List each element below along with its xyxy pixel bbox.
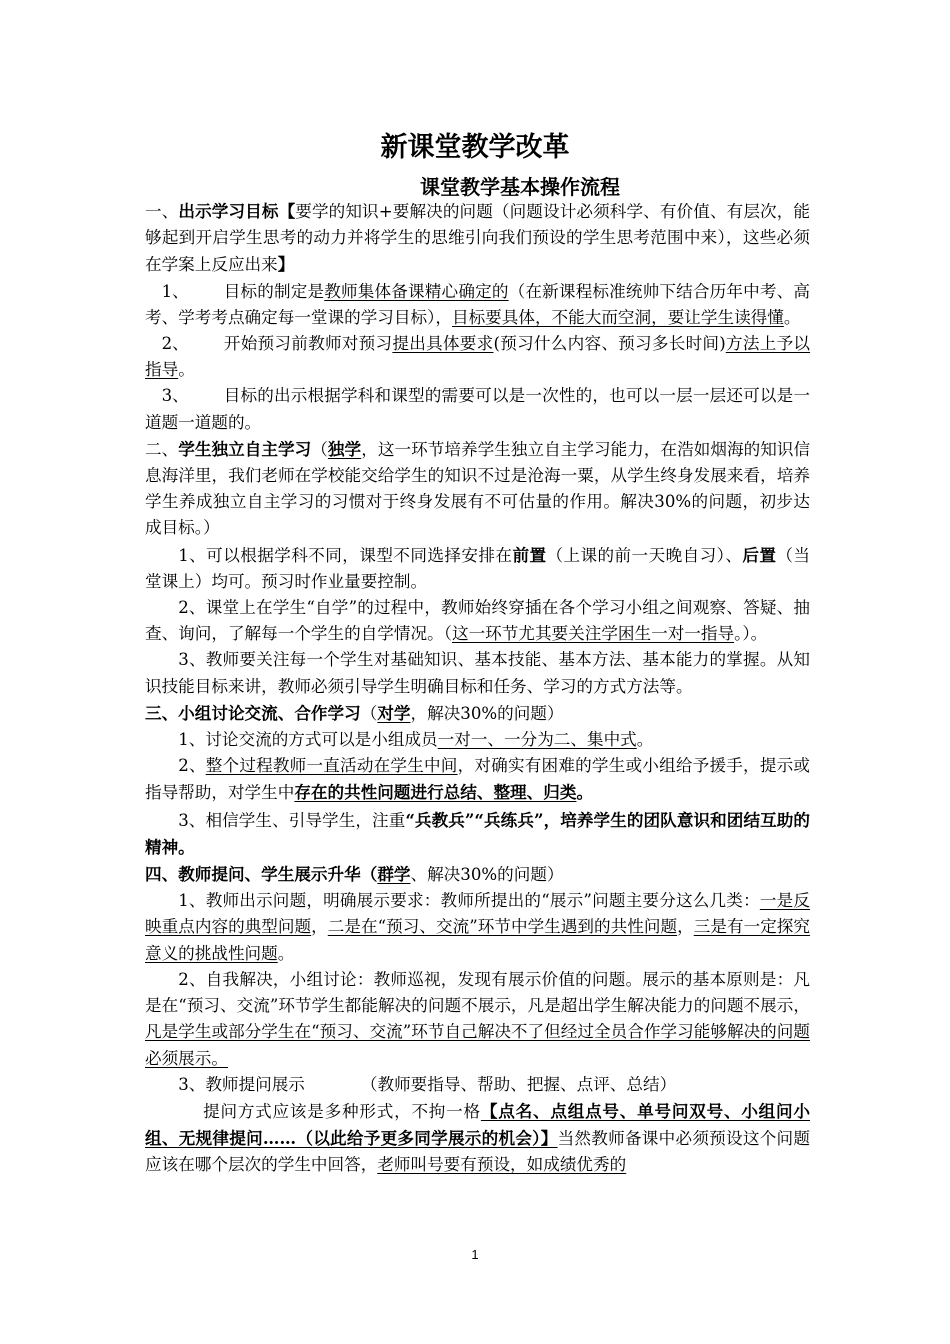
section-2-heading: 学生独立自主学习 [178,438,312,459]
section-1-item-1 [145,279,810,331]
section-1-item-2-underline-1: 提出具体要求 [392,334,494,354]
section-2-item-1-bold-2: 后置 [742,544,777,565]
document-body [145,198,810,1179]
section-4-item-2 [145,967,810,1072]
section-1-item-2 [145,331,810,383]
section-1-item-3-text: 目标的出示根据学科和课型的需要可以是一次性的，也可以一层一层还可以是一道题一道题的。 [145,386,810,432]
section-2-key: 独学 [327,438,362,459]
section-3-item-1-text-b: 。 [636,730,654,750]
section-1-bracket-close: 】 [277,254,295,275]
section-3-item-1-underline: 一对一、一分为二、集中式 [437,730,637,750]
section-1-item-1-text-c: 。 [783,307,801,327]
section-4-item-3-text-a: 3、教师提问展示 [178,1074,305,1094]
section-3-open: （ [360,703,378,723]
section-1-item-1-text-a: 目标的制定是 [223,281,325,301]
section-4-item-1-sep-2: ， [677,917,694,937]
section-4-item-3-text-b: （教师要指导、帮助、把握、点评、总结） [360,1074,677,1094]
section-1-bracket-open: 【 [278,201,296,221]
section-1-item-3-number: 3、 [161,386,189,406]
section-2-open: （ [311,439,328,459]
section-3-heading-paragraph [145,700,810,727]
section-1-item-1-underline-1: 教师集体备课精心确定的 [324,281,509,301]
section-2-item-1-text-b: （上课的前一天晚自习）、 [546,545,743,565]
section-4-item-4-underline: 老师叫号要有预设，如成绩优秀的 [377,1155,627,1175]
section-3-key: 对学 [377,702,411,723]
section-2-text: ，这一环节培养学生独立自主学习能力，在浩如烟海的知识信息海洋里，我们老师在学校能交给学生的知识不过是沧海一粟，从学生终身发展来看，培养学生养成独立自主学习的习惯对于终身发展有不可估量的作用。解决30%的问题，初步达成目标。） [145,439,811,538]
section-3-item-1 [145,727,810,753]
section-1-item-1-number: 1、 [161,281,189,301]
section-2-item-1-text-a: 1、可以根据学科不同，课型不同选择安排在 [178,545,513,565]
section-4-item-1-underline-3: 三是有一定探究意义的挑战性问题 [145,917,811,963]
section-3-item-2-text-b: ，对确实有困难的学生或小组给予援手，提示或指导帮助，对学生中 [145,756,810,803]
section-1-text: 要学的知识+要解决的问题（问题设计必须科学、有价值、有层次，能够起到开启学生思考的动力并将学生的思维引向我们预设的学生思考范围中来），这些必须在学案上反应出来 [145,202,811,275]
section-1-item-2-underline-2: 方法上予以指导 [145,334,811,380]
section-4-item-1-sep-1: ， [311,917,328,937]
section-4-item-4-text-c: 当然教师备课中必须预设这个问题应该在哪个层次的学生中回答， [145,1129,811,1175]
section-1-item-2-text-b: (预习什么内容、预习多长时间) [493,334,726,354]
section-3-item-2 [145,753,810,806]
section-2-prefix: 二、 [145,439,179,459]
section-3-rest: ，解决30%的问题） [410,703,564,723]
section-4-item-3 [145,1072,810,1098]
section-4-item-1-text-b: 。 [277,943,295,963]
section-2-item-1 [145,542,810,595]
section-2-item-2-text-a: 2、课堂上在学生“自学”的过程中，教师始终穿插在各个学习小组之间观察、答疑、抽查、询问，了解每一个学生的自学情况。（ [145,598,810,644]
section-1-item-2-text-c: 。 [178,360,195,380]
document-subtitle: 课堂教学基本操作流程 [420,175,620,199]
section-4-item-1-text-a: 1、教师出示问题，明确展示要求：教师所提出的“展示”问题主要分这么几类： [178,891,760,911]
section-1-item-1-text-b: （在新课程标准统帅下结合历年中考、高考、学考考点确定每一堂课的学习目标）， [145,281,811,327]
section-4-item-4 [145,1098,810,1179]
section-1-item-2-text-a: 开始预习前教师对预习 [223,334,393,354]
section-3-item-2-underline-1: 整个过程教师一直活动在学生中间 [205,756,458,776]
section-4-item-1-underline-2: 二是在“预习、交流”环节中学生遇到的共性问题 [327,917,678,937]
section-3-item-2-underline-2: 存在的共性问题进行总结、整理、归类 [294,782,577,803]
section-2-item-2 [145,595,810,647]
section-1-item-3 [145,383,810,435]
section-2-item-2-text-b: 。）。 [734,624,768,644]
section-4-item-1-underline-1: 一是反映重点内容的典型问题 [145,891,811,937]
section-1-item-2-number: 2、 [161,334,189,354]
section-4-item-1 [145,888,810,967]
section-3-heading: 三、小组讨论交流、合作学习 [145,702,361,723]
section-3-item-2-text-c: 。 [576,782,594,803]
section-3-item-3 [145,807,810,861]
section-2-item-1-text-c: （当堂课上）均可。预习时作业量要控制。 [145,545,811,591]
section-1-item-1-underline-2: 目标要具体，不能大而空洞，要让学生读得懂 [451,307,784,327]
section-2-heading-paragraph [145,436,810,542]
section-3-item-1-text-a: 1、讨论交流的方式可以是小组成员 [178,730,438,750]
section-1-prefix: 一、 [145,202,179,221]
page-number: 1 [471,1247,479,1262]
section-2-item-3-text: 3、教师要关注每一个学生对基础知识、基本技能、基本方法、基本能力的掌握。从知识技能目标来讲，教师必须引导学生明确目标和任务、学习的方式方法等。 [145,650,810,696]
section-4-item-4-bold: 【点名、点组点号、单号问双号、小组问小组、无规律提问……（以此给予更多同学展示的机会）】 [145,1100,811,1149]
section-3-item-3-text-a: 3、相信学生、引导学生，注重 [178,810,406,830]
section-2-item-3 [145,647,810,699]
section-4-heading-paragraph [145,861,810,888]
section-3-item-3-bold: “兵教兵”“兵练兵”，培养学生的团队意识和团结互助的精神。 [145,809,810,857]
section-2-item-1-bold-1: 前置 [512,544,547,565]
section-1-heading: 出示学习目标 [178,201,279,221]
section-4-item-4-text-a: 提问方式应该是多种形式，不拘一格 [203,1101,481,1121]
section-4-heading: 四、教师提问、学生展示升华（ [145,864,378,885]
section-4-item-2-underline: 凡是学生或部分学生在“预习、交流”环节自己解决不了但经过全员合作学习能够解决的问题必须展示。 [145,1022,810,1068]
section-4-rest: 、解决30%的问题） [410,865,564,885]
section-3-item-2-text-a: 2、 [178,756,206,776]
section-4-key: 群学 [377,864,411,885]
section-4-item-2-text-a: 2、自我解决，小组讨论：教师巡视，发现有展示价值的问题。展示的基本原则是：凡是在“预习、交流”环节学生都能解决的问题不展示，凡是超出学生解决能力的问题不展示， [145,969,810,1016]
document-title: 新课堂教学改革 [380,132,570,163]
section-2-item-2-underline: 这一环节尤其要关注学困生一对一指导 [451,624,735,644]
section-1-heading-paragraph [145,198,810,279]
